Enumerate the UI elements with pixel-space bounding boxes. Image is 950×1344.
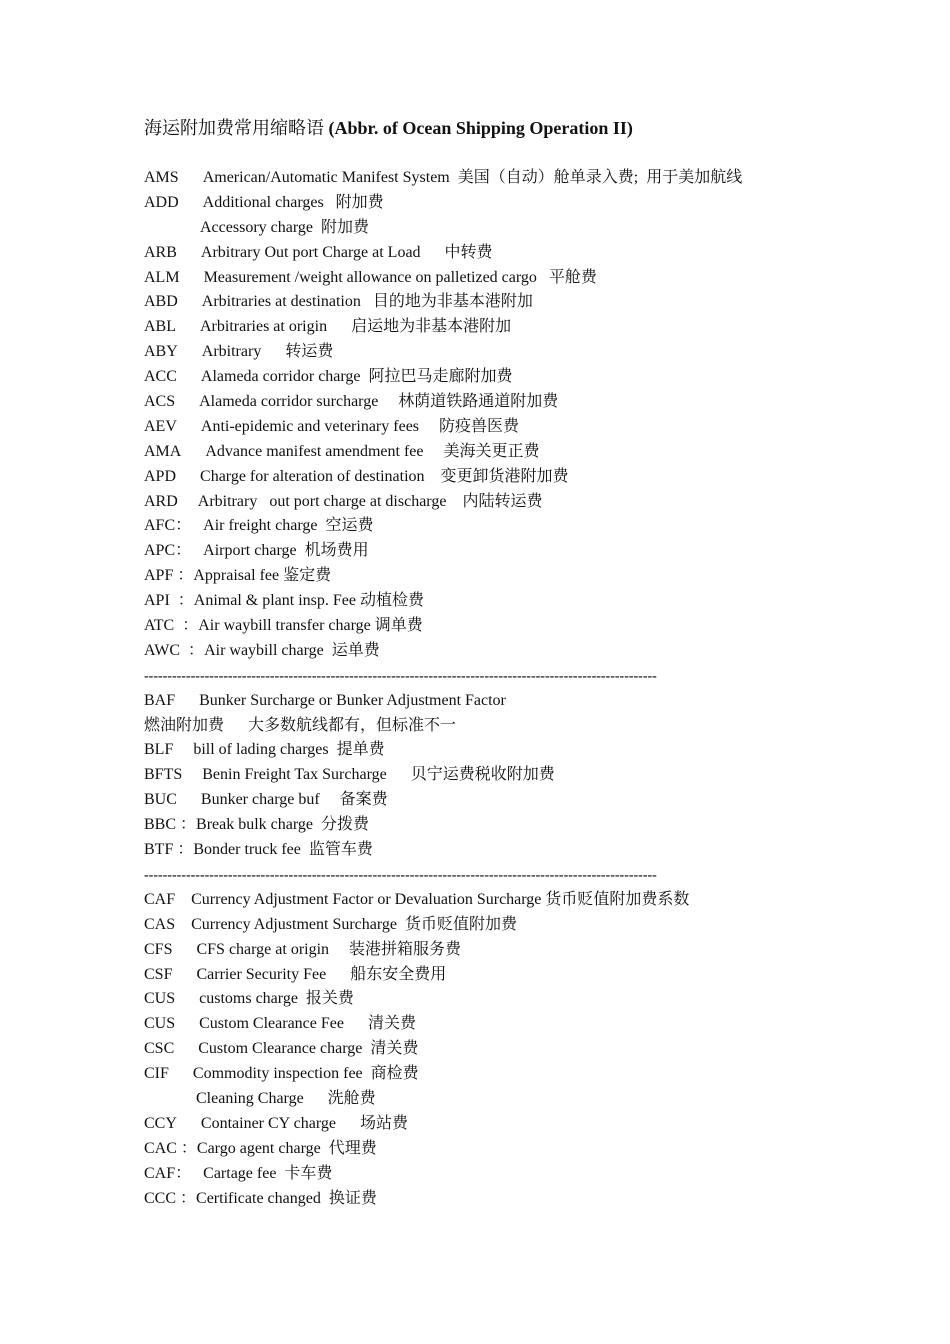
entry-abbreviation: CAS	[144, 915, 176, 933]
entry-description: Break bulk charge 分拨费	[196, 816, 370, 834]
abbreviation-entry	[144, 1087, 864, 1112]
entry-gap	[169, 1062, 193, 1087]
abbreviation-entry	[144, 639, 864, 664]
abbreviation-entry	[144, 415, 864, 440]
entry-description: Bonder truck fee 监管车费	[193, 841, 373, 859]
entry-description: Additional charges 附加费	[202, 193, 384, 211]
entry-description: Animal & plant insp. Fee 动植检费	[193, 592, 425, 610]
entry-abbreviation: ABL	[144, 318, 176, 336]
entry-gap	[177, 241, 201, 266]
entry-gap	[176, 465, 200, 490]
entry-description: Custom Clearance charge 清关费	[198, 1040, 419, 1058]
abbreviation-entry	[144, 888, 864, 913]
abbreviation-entry	[144, 1037, 864, 1062]
entry-abbreviation: ACC	[144, 368, 177, 386]
entry-gap	[181, 440, 205, 465]
abbreviation-list	[144, 166, 864, 1211]
entry-abbreviation: AWC ：	[144, 641, 205, 659]
entry-description: Air freight charge 空运费	[203, 517, 374, 535]
entry-description: Alameda corridor charge 阿拉巴马走廊附加费	[200, 368, 513, 386]
entry-description: Currency Adjustment Surcharge 货币贬值附加费	[191, 915, 518, 933]
abbreviation-entry	[144, 216, 864, 241]
abbreviation-entry	[144, 266, 864, 291]
entry-description: CFS charge at origin 装港拼箱服务费	[196, 940, 462, 958]
abbreviation-entry	[144, 166, 864, 191]
entry-gap	[177, 788, 201, 813]
entry-description: Arbitrary Out port Charge at Load 中转费	[200, 243, 493, 261]
abbreviation-entry	[144, 589, 864, 614]
entry-abbreviation: BTF ：	[144, 841, 194, 859]
abbreviation-entry	[144, 390, 864, 415]
entry-abbreviation: CFS	[144, 940, 173, 958]
entry-abbreviation: BLF	[144, 741, 174, 759]
entry-abbreviation: ABD	[144, 293, 178, 311]
abbreviation-entry	[144, 938, 864, 963]
entry-gap	[176, 315, 200, 340]
entry-abbreviation: AEV	[144, 417, 177, 435]
entry-gap	[173, 738, 193, 763]
abbreviation-entry	[144, 191, 864, 216]
entry-description: 燃油附加费 大多数航线都有，但标准不一	[144, 716, 457, 734]
abbreviation-entry	[144, 365, 864, 390]
section-separator	[144, 863, 864, 888]
entry-abbreviation: CIF	[144, 1065, 169, 1083]
entry-gap	[175, 390, 199, 415]
entry-description: bill of lading charges 提单费	[193, 741, 385, 759]
entry-description: Arbitrary 转运费	[201, 343, 334, 361]
abbreviation-entry	[144, 564, 864, 589]
entry-description: Benin Freight Tax Surcharge 贝宁运费税收附加费	[202, 766, 555, 784]
entry-abbreviation: ATC ：	[144, 617, 199, 635]
entry-abbreviation: CUS	[144, 990, 176, 1008]
entry-abbreviation: CCC ：	[144, 1189, 197, 1207]
entry-description: Custom Clearance Fee 清关费	[199, 1015, 416, 1033]
entry-description: Cargo agent charge 代理费	[196, 1139, 377, 1157]
entry-abbreviation: ACS	[144, 393, 176, 411]
entry-gap	[172, 938, 196, 963]
abbreviation-entry	[144, 614, 864, 639]
entry-description: Accessory charge 附加费	[200, 218, 369, 236]
abbreviation-entry	[144, 315, 864, 340]
entry-abbreviation: CUS	[144, 1015, 176, 1033]
abbreviation-entry	[144, 290, 864, 315]
separator-line: --------------------------------------------------------------------------------------------------------------	[144, 867, 657, 883]
entry-gap	[175, 689, 199, 714]
abbreviation-entry	[144, 490, 864, 515]
abbreviation-entry	[144, 1187, 864, 1212]
abbreviation-entry	[144, 514, 864, 539]
entry-description: Bunker Surcharge or Bunker Adjustment Factor	[199, 691, 506, 709]
entry-abbreviation: CSF	[144, 965, 173, 983]
entry-abbreviation: APF ：	[144, 567, 194, 585]
entry-description: Arbitraries at origin 启运地为非基本港附加	[200, 318, 512, 336]
entry-abbreviation: BUC	[144, 791, 177, 809]
title-english: (Abbr. of Ocean Shipping Operation II)	[328, 118, 633, 138]
entry-description: Currency Adjustment Factor or Devaluation Surcharge 货币贬值附加费系数	[191, 890, 690, 908]
entry-description: American/Automatic Manifest System 美国（自动）舱单录入费; 用于美加航线	[202, 169, 743, 186]
abbreviation-entry	[144, 738, 864, 763]
entry-abbreviation: AMS	[144, 169, 179, 186]
section-separator	[144, 664, 864, 689]
entry-gap	[182, 763, 202, 788]
entry-gap	[144, 1087, 196, 1112]
abbreviation-entry	[144, 788, 864, 813]
entry-gap	[191, 539, 203, 564]
entry-gap	[175, 913, 191, 938]
entry-abbreviation: APD	[144, 467, 177, 485]
entry-abbreviation: API ：	[144, 592, 194, 610]
entry-description: Cleaning Charge 洗舱费	[196, 1089, 376, 1107]
entry-abbreviation: ARB	[144, 243, 177, 261]
entry-abbreviation: ALM	[144, 268, 180, 286]
entry-gap	[177, 415, 201, 440]
abbreviation-entry	[144, 813, 864, 838]
entry-gap	[178, 290, 202, 315]
entry-gap	[179, 166, 203, 191]
entry-abbreviation: AFC：	[144, 517, 192, 535]
entry-gap	[175, 1012, 199, 1037]
entry-description: Appraisal fee 鉴定费	[193, 567, 332, 585]
entry-abbreviation: ARD	[144, 492, 178, 510]
entry-description: customs charge 报关费	[199, 990, 354, 1008]
abbreviation-entry	[144, 1162, 864, 1187]
entry-abbreviation: ADD	[144, 193, 179, 211]
entry-description: Certificate changed 换证费	[196, 1189, 377, 1207]
entry-description: Alameda corridor surcharge 林荫道铁路通道附加费	[199, 393, 559, 411]
entry-abbreviation: CCY	[144, 1114, 177, 1132]
entry-gap	[144, 216, 200, 241]
entry-gap	[174, 1037, 198, 1062]
abbreviation-entry	[144, 714, 864, 739]
entry-abbreviation: CSC	[144, 1040, 175, 1058]
entry-abbreviation: ABY	[144, 343, 178, 361]
abbreviation-entry	[144, 241, 864, 266]
entry-gap	[177, 1112, 201, 1137]
entry-abbreviation: APC：	[144, 542, 192, 560]
separator-line: --------------------------------------------------------------------------------------------------------------	[144, 668, 657, 684]
abbreviation-entry	[144, 1012, 864, 1037]
entry-description: Air waybill charge 运单费	[204, 641, 380, 659]
abbreviation-entry	[144, 987, 864, 1012]
entry-abbreviation: BFTS	[144, 766, 183, 784]
page-title	[144, 114, 633, 140]
abbreviation-entry	[144, 1137, 864, 1162]
entry-abbreviation: CAC ：	[144, 1139, 197, 1157]
entry-description: Commodity inspection fee 商检费	[192, 1065, 419, 1083]
entry-gap	[177, 365, 201, 390]
entry-description: Container CY charge 场站费	[200, 1114, 408, 1132]
entry-abbreviation: CAF	[144, 890, 176, 908]
entry-gap	[180, 266, 204, 291]
entry-abbreviation: BAF	[144, 691, 176, 709]
abbreviation-entry	[144, 1112, 864, 1137]
entry-description: Airport charge 机场费用	[203, 542, 369, 560]
entry-description: Arbitraries at destination 目的地为非基本港附加	[201, 293, 533, 311]
entry-description: Measurement /weight allowance on palletized cargo 平舱费	[203, 268, 597, 286]
entry-description: Charge for alteration of destination 变更卸货港附加费	[200, 467, 569, 485]
title-chinese: 海运附加费常用缩略语	[144, 118, 324, 138]
abbreviation-entry	[144, 913, 864, 938]
entry-gap	[178, 340, 202, 365]
abbreviation-entry	[144, 963, 864, 988]
entry-description: Advance manifest amendment fee 美海关更正费	[205, 442, 540, 460]
entry-description: Anti-epidemic and veterinary fees 防疫兽医费	[200, 417, 520, 435]
entry-abbreviation: CAF：	[144, 1164, 192, 1182]
abbreviation-entry	[144, 465, 864, 490]
entry-description: Carrier Security Fee 船东安全费用	[196, 965, 447, 983]
abbreviation-entry	[144, 340, 864, 365]
entry-description: Bunker charge buf 备案费	[200, 791, 388, 809]
entry-gap	[175, 987, 199, 1012]
entry-gap	[172, 963, 196, 988]
entry-abbreviation: BBC ：	[144, 816, 197, 834]
entry-description: Air waybill transfer charge 调单费	[198, 617, 423, 635]
abbreviation-entry	[144, 440, 864, 465]
entry-gap	[191, 1162, 203, 1187]
entry-gap	[179, 191, 203, 216]
entry-gap	[175, 888, 191, 913]
entry-abbreviation: AMA	[144, 442, 182, 460]
abbreviation-entry	[144, 1062, 864, 1087]
abbreviation-entry	[144, 763, 864, 788]
entry-gap	[191, 514, 203, 539]
abbreviation-entry	[144, 539, 864, 564]
entry-description: Arbitrary out port charge at discharge 内陆转运费	[197, 492, 543, 510]
abbreviation-entry	[144, 838, 864, 863]
abbreviation-entry	[144, 689, 864, 714]
entry-gap	[178, 490, 198, 515]
entry-description: Cartage fee 卡车费	[203, 1164, 333, 1182]
